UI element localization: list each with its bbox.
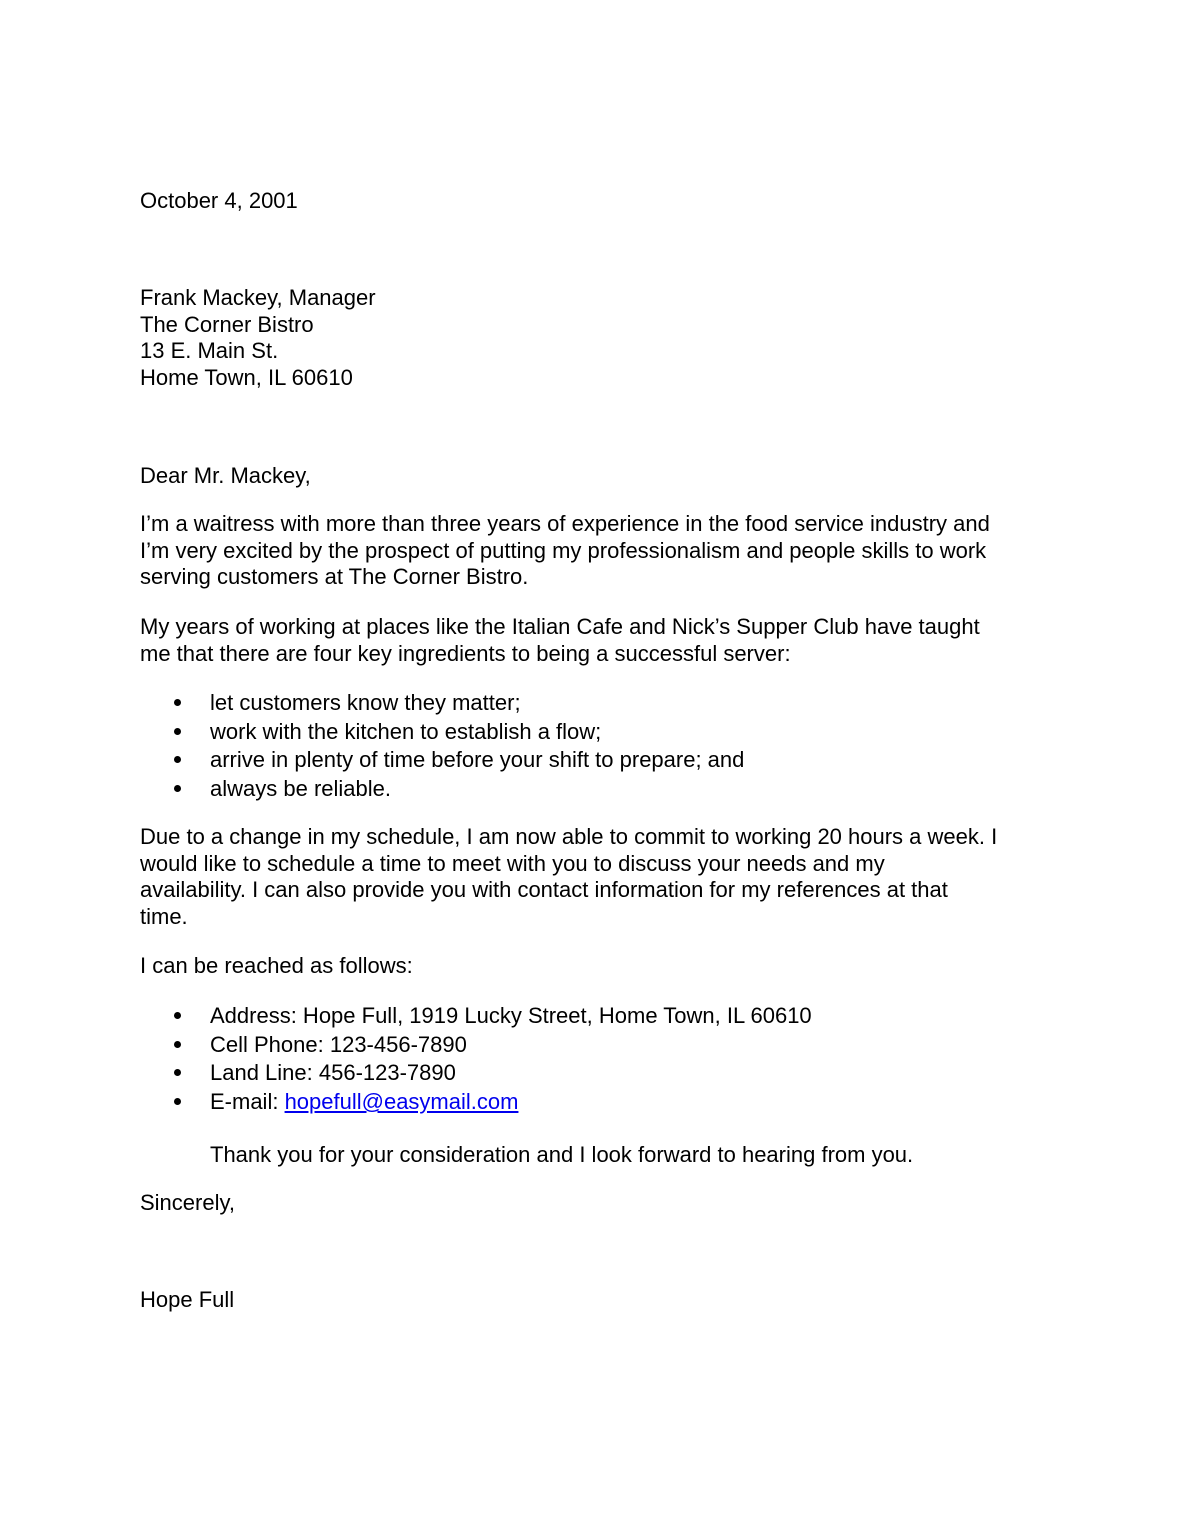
ingredients-list bbox=[140, 689, 1060, 804]
schedule-paragraph: Due to a change in my schedule, I am now able to commit to working 20 hours a week. I would like to schedule a time to meet with you to discuss your needs and my availability. I can also provide you with contact information for my references at that time. bbox=[140, 824, 998, 929]
recipient-street: 13 E. Main St. bbox=[140, 338, 279, 363]
thanks-line: Thank you for your consideration and I look forward to hearing from you. bbox=[210, 1142, 914, 1167]
letter-date: October 4, 2001 bbox=[140, 188, 298, 213]
salutation: Dear Mr. Mackey, bbox=[140, 463, 311, 488]
list-item: let customers know they matter; bbox=[140, 689, 1060, 718]
recipient-city: Home Town, IL 60610 bbox=[140, 364, 353, 390]
contact-land-line: Land Line: 456-123-7890 bbox=[140, 1059, 1060, 1088]
recipient-address bbox=[140, 285, 1060, 391]
email-link[interactable]: hopefull@easymail.com bbox=[284, 1089, 519, 1115]
contact-cell-phone: Cell Phone: 123-456-7890 bbox=[140, 1031, 1060, 1060]
list-item: always be reliable. bbox=[140, 775, 1060, 804]
contact-address: Address: Hope Full, 1919 Lucky Street, Home Town, IL 60610 bbox=[140, 1002, 1060, 1031]
contact-list bbox=[140, 1002, 1060, 1117]
email-label: E-mail: bbox=[210, 1089, 285, 1115]
reach-intro: I can be reached as follows: bbox=[140, 953, 413, 978]
list-item: arrive in plenty of time before your shift to prepare; and bbox=[140, 746, 1060, 775]
signature-name: Hope Full bbox=[140, 1287, 235, 1312]
experience-paragraph: My years of working at places like the Italian Cafe and Nick’s Supper Club have taught me that there are four key ingredients to being a successful server: bbox=[140, 614, 980, 666]
recipient-company: The Corner Bistro bbox=[140, 311, 314, 337]
contact-email bbox=[140, 1088, 1060, 1117]
recipient-name: Frank Mackey, Manager bbox=[140, 285, 376, 310]
list-item: work with the kitchen to establish a flow; bbox=[140, 718, 1060, 747]
intro-paragraph: I’m a waitress with more than three years of experience in the food service industry and I’m very excited by the prospect of putting my professionalism and people skills to work serving customers at The Corner Bistro. bbox=[140, 511, 990, 589]
closing: Sincerely, bbox=[140, 1190, 235, 1215]
